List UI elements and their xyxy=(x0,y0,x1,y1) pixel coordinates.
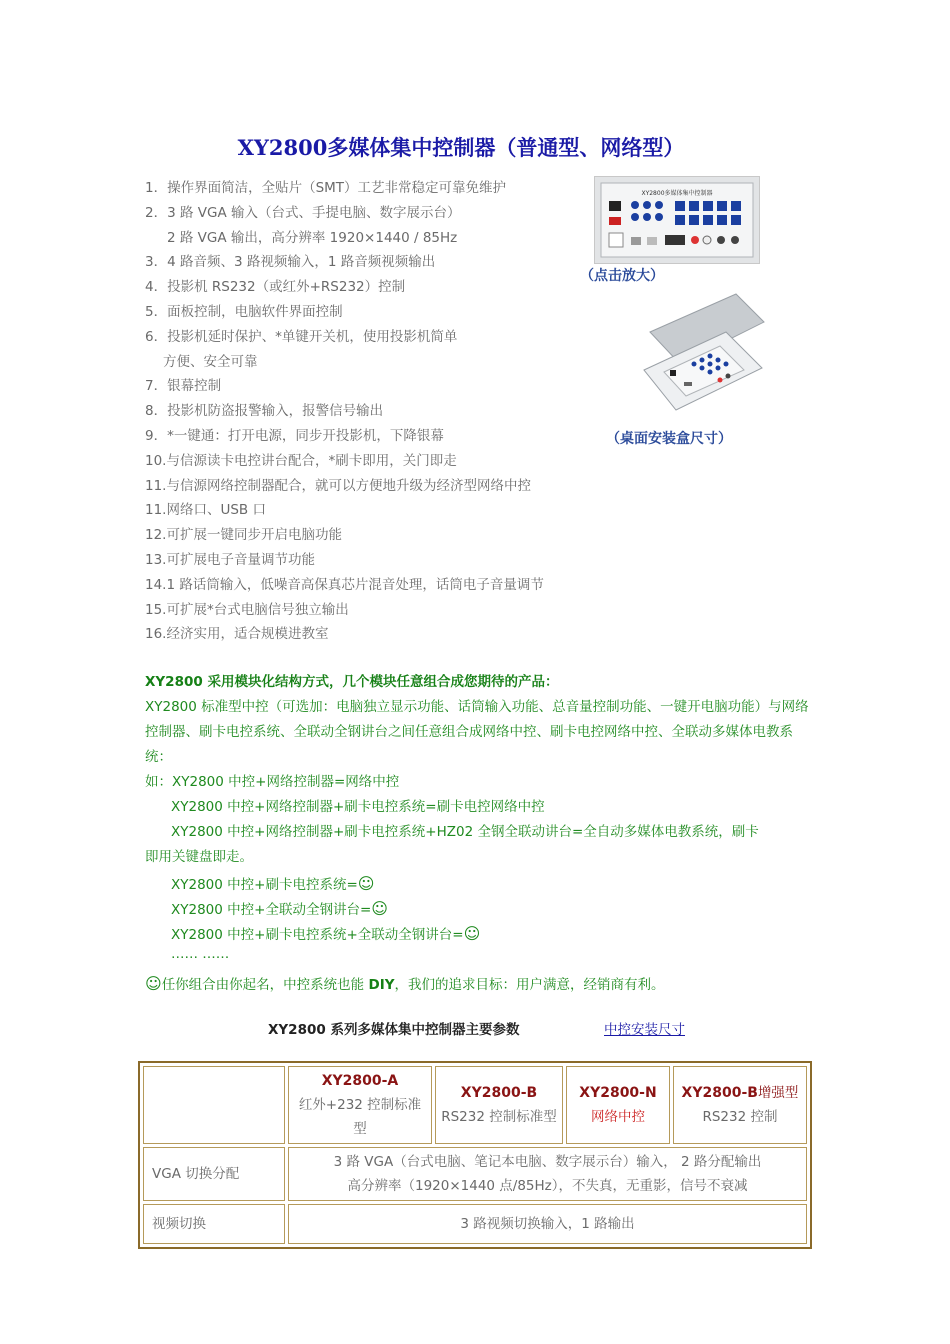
feature-item: 2．3 路 VGA 输入（台式、手提电脑、数字展示台） xyxy=(145,204,461,221)
spec-table-title: XY2800 系列多媒体集中控制器主要参数 xyxy=(268,1022,520,1038)
row-label: 视频切换 xyxy=(143,1204,285,1244)
feature-item: 10.与信源读卡电控讲台配合，*刷卡即用，关门即走 xyxy=(145,452,457,469)
desk-box-photo xyxy=(640,292,766,418)
feature-item: 11.网络口、USB 口 xyxy=(145,502,266,519)
table-row xyxy=(143,1147,807,1201)
table-row xyxy=(143,1204,807,1244)
feature-item: 16.经济实用，适合规模进教室 xyxy=(145,626,329,643)
feature-item: 14.1 路话筒输入，低噪音高保真芯片混音处理，话筒电子音量调节 xyxy=(145,576,544,593)
example-line: XY2800 中控+网络控制器+刷卡电控系统=刷卡电控网络中控 xyxy=(171,799,545,815)
smiley-icon: ☺ xyxy=(357,874,375,893)
ellipsis-line: …… …… xyxy=(171,946,230,962)
model-cell: XY2800-N 网络中控 xyxy=(566,1066,670,1144)
example-line: XY2800 中控+刷卡电控系统+全联动全钢讲台=☺ xyxy=(171,924,481,943)
feature-item: 3．4 路音频、3 路视频输入，1 路音频视频输出 xyxy=(145,254,436,271)
feature-item: 15.可扩展*台式电脑信号独立输出 xyxy=(145,601,349,618)
modular-heading: XY2800 采用模块化结构方式，几个模块任意组合成您期待的产品： xyxy=(145,674,559,690)
example-line: 如：XY2800 中控+网络控制器=网络中控 xyxy=(145,774,400,790)
smiley-icon: ☺ xyxy=(145,974,162,993)
feature-item: 4．投影机 RS232（或红外+RS232）控制 xyxy=(145,279,406,296)
feature-item: 13.可扩展电子音量调节功能 xyxy=(145,551,315,568)
feature-item: 5．面板控制，电脑软件界面控制 xyxy=(145,303,343,320)
panel-drawing xyxy=(595,177,759,263)
row-value: 3 路 VGA（台式电脑、笔记本电脑、数字展示台）输入， 2 路分配输出 高分辨率（1920×1440 点/85Hz），不失真，无重影，信号不衰减 xyxy=(288,1147,807,1201)
spec-table xyxy=(138,1061,812,1249)
panel-photo[interactable] xyxy=(594,176,760,264)
install-size-link[interactable]: 中控安装尺寸 xyxy=(604,1022,685,1038)
feature-list xyxy=(145,176,585,647)
feature-item: 2 路 VGA 输出，高分辨率 1920×1440 / 85Hz xyxy=(167,229,458,246)
feature-item: 12.可扩展一键同步开启电脑功能 xyxy=(145,527,342,544)
page-title: XY2800多媒体集中控制器（普通型、网络型） xyxy=(237,135,685,160)
example-line: XY2800 中控+网络控制器+刷卡电控系统+HZ02 全钢全联动讲台=全自动多媒体电教系统，刷卡 xyxy=(171,824,759,840)
feature-item: 9．*一键通：打开电源，同步开投影机，下降银幕 xyxy=(145,427,444,444)
feature-item: 7．银幕控制 xyxy=(145,378,222,395)
desk-box-drawing xyxy=(640,292,766,418)
table-row xyxy=(143,1066,807,1144)
smiley-icon: ☺ xyxy=(463,924,481,943)
row-label: VGA 切换分配 xyxy=(143,1147,285,1201)
example-line: XY2800 中控+全联动全钢讲台=☺ xyxy=(171,899,388,918)
feature-item: 6．投影机延时保护、*单键开关机，使用投影机简单 xyxy=(145,328,458,345)
motto-line: ☺任你组合由你起名，中控系统也能 DIY，我们的追求目标：用户满意，经销商有利。 xyxy=(145,974,665,993)
smiley-icon: ☺ xyxy=(371,899,388,918)
feature-item: 8．投影机防盗报警输入，报警信号输出 xyxy=(145,403,384,420)
desk-box-caption: （桌面安装盒尺寸） xyxy=(606,431,732,447)
row-value: 3 路视频切换输入，1 路输出 xyxy=(288,1204,807,1244)
model-cell: XY2800-B增强型 RS232 控制 xyxy=(673,1066,807,1144)
example-line: XY2800 中控+刷卡电控系统=☺ xyxy=(171,874,375,893)
table-corner-cell xyxy=(143,1066,285,1144)
model-cell: XY2800-A 红外+232 控制标准型 xyxy=(288,1066,432,1144)
feature-item: 11.与信源网络控制器配合，就可以方便地升级为经济型网络中控 xyxy=(145,477,531,494)
panel-label: XY2800多媒体集中控制器 xyxy=(641,190,713,197)
feature-item: 方便、安全可靠 xyxy=(163,353,258,370)
example-line: 即用关键盘即走。 xyxy=(145,849,253,865)
modular-paragraph: XY2800 标准型中控（可选加：电脑独立显示功能、话筒输入功能、总音量控制功能、一键开电脑功能）与网络控制器、刷卡电控系统、全联动全钢讲台之间任意组合成网络中控、刷卡电控网络中控、全联动多媒体电教系统： xyxy=(145,699,809,765)
panel-caption[interactable]: （点击放大） xyxy=(580,268,664,284)
feature-item: 1．操作界面简洁，全贴片（SMT）工艺非常稳定可靠免维护 xyxy=(145,180,507,196)
model-cell: XY2800-B RS232 控制标准型 xyxy=(435,1066,563,1144)
